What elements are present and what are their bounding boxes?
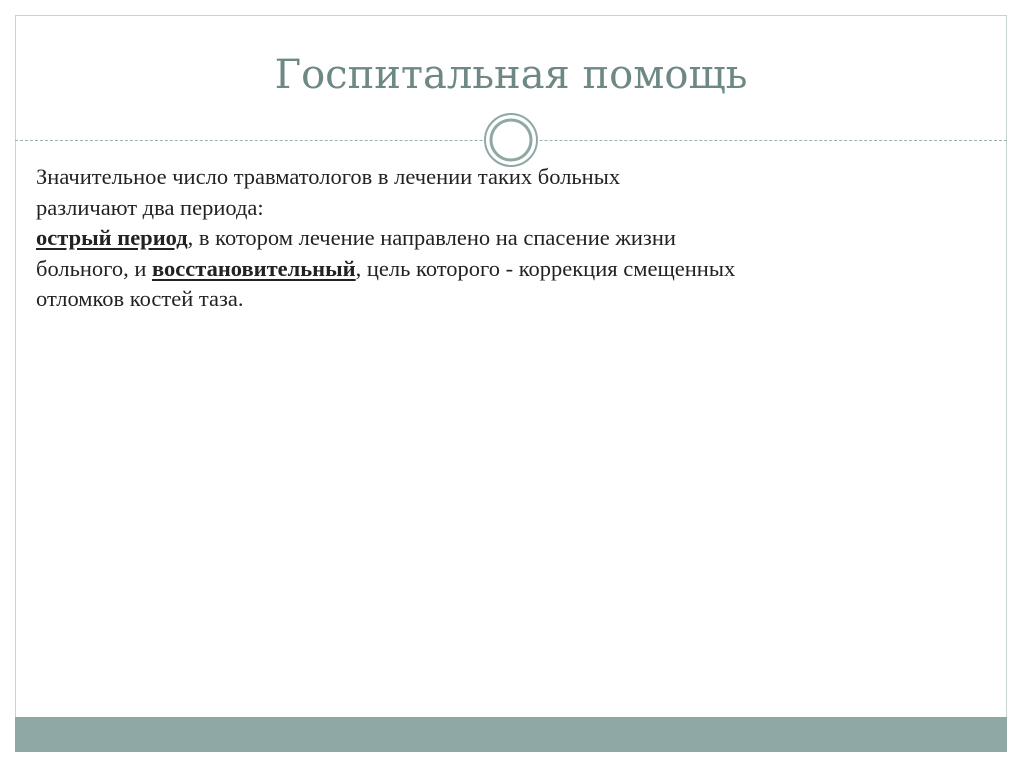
paragraph-before-term-2: больного, и <box>36 255 153 281</box>
slide-title: Госпитальная помощь <box>274 52 748 98</box>
term-acute-period: острый период <box>36 225 188 250</box>
term-recovery-period: восстановительный <box>152 255 356 281</box>
paragraph-line-5: отломков костей таза. <box>36 286 244 311</box>
double-ring-icon <box>483 112 539 168</box>
footer-accent-bar <box>15 717 1007 752</box>
paragraph-after-term-1: , в котором лечение направлено на спасение жизни <box>187 225 676 250</box>
slide-body-paragraph <box>36 162 986 315</box>
paragraph-line-2: различают два периода: <box>36 194 264 220</box>
paragraph-after-term-2: , цель которого - коррекция смещенных <box>355 255 736 281</box>
paragraph-line-1: Значительное число травматологов в лечении таких больных <box>36 164 621 189</box>
